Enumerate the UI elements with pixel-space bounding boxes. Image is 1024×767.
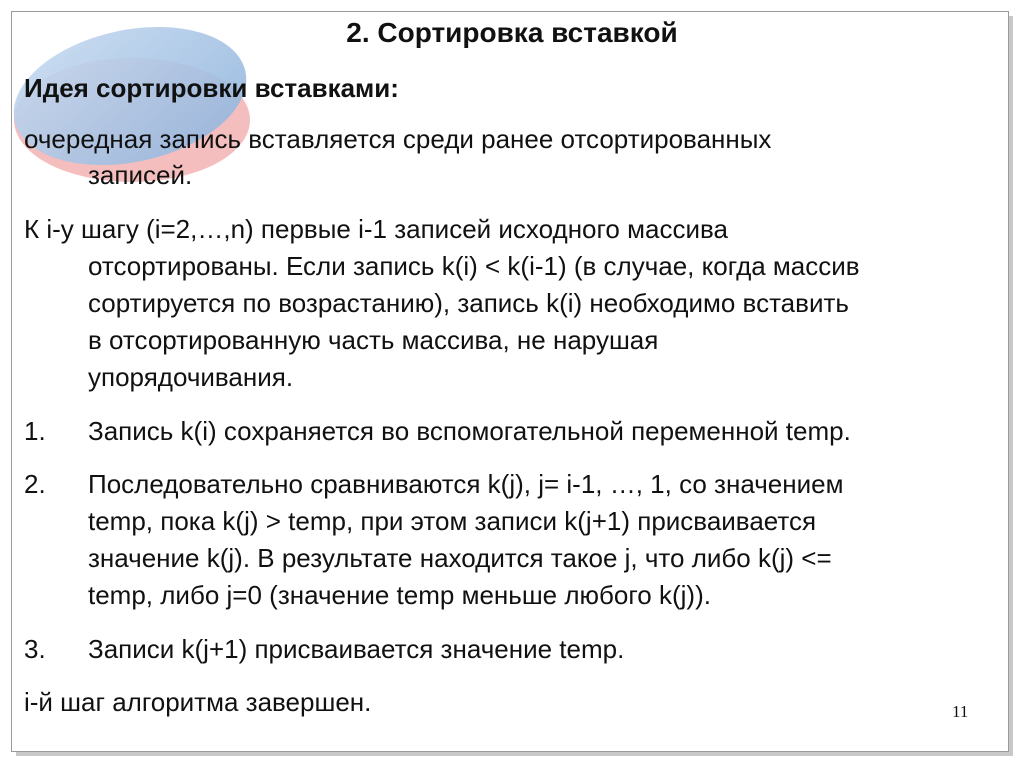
list-item-2-line-1: Последовательно сравниваются k(j), j= i-1, …, 1, со значением (88, 469, 844, 499)
page-number: 11 (952, 702, 969, 721)
slide-title: 2. Сортировка вставкой (346, 17, 678, 48)
list-item-3-line-1: Записи k(j+1) присваивается значение temp. (88, 634, 625, 664)
conclusion-line: i-й шаг алгоритма завершен. (24, 687, 372, 717)
list-item-2-line-4: temp, либо j=0 (значение temp меньше любого k(j)). (88, 580, 711, 610)
list-number-1: 1. (24, 416, 46, 446)
idea-heading: Идея сортировки вставками: (24, 73, 399, 103)
step-line-5: упорядочивания. (88, 362, 294, 392)
list-item-2-line-3: значение k(j). В результате находится такое j, что либо k(j) <= (88, 543, 832, 573)
list-number-3: 3. (24, 634, 46, 664)
step-line-2: отсортированы. Если запись k(i) < k(i-1) (в случае, когда массив (88, 251, 860, 281)
idea-line-1: очередная запись вставляется среди ранее отсортированных (24, 124, 772, 154)
step-line-3: сортируется по возрастанию), запись k(i) необходимо вставить (88, 288, 849, 318)
idea-line-2: записей. (88, 160, 193, 190)
step-line-1: К i-у шагу (i=2,…,n) первые i-1 записей исходного массива (24, 214, 728, 244)
step-line-4: в отсортированную часть массива, не нарушая (88, 325, 659, 355)
list-item-2-line-2: temp, пока k(j) > temp, при этом записи k(j+1) присваивается (88, 506, 817, 536)
list-item-1-line-1: Запись k(i) сохраняется во вспомогательной переменной temp. (88, 416, 851, 446)
list-number-2: 2. (24, 469, 46, 499)
